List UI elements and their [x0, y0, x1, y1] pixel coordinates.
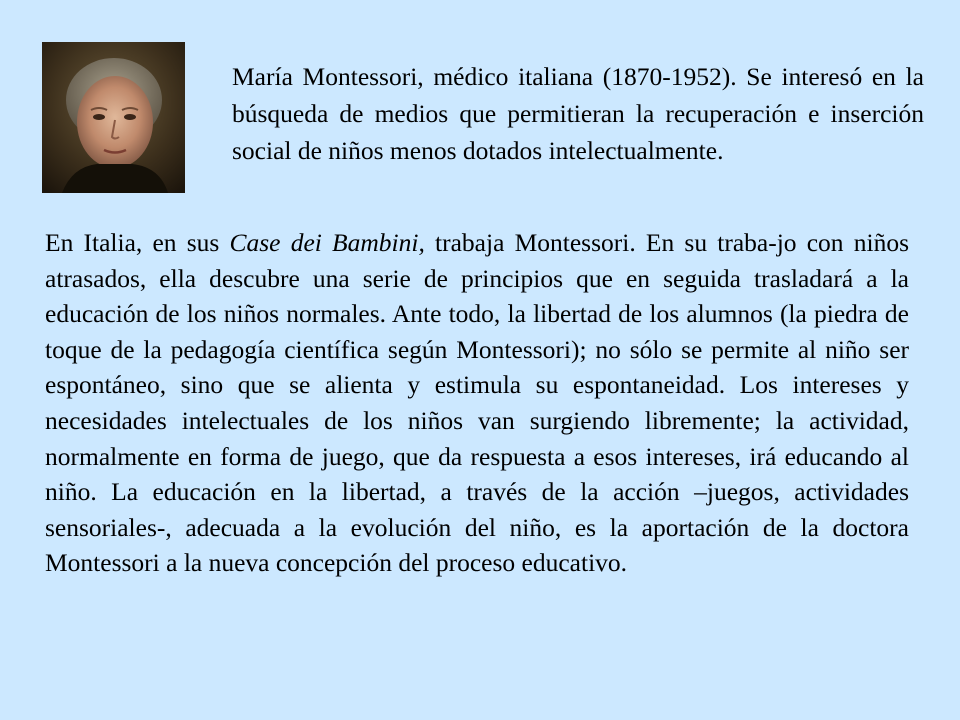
- case-dei-bambini-term: Case dei Bambini,: [229, 228, 425, 257]
- main-paragraph-rest: trabaja Montessori. En su traba-jo con niños atrasados, ella descubre una serie de principios que en seguida trasladará a la educación de los niños normales. Ante todo, la libertad de los alumnos (la piedra de toque de la pedagogía científica según Montessori); no sólo se permite al niño ser espontáneo, sino que se alienta y estimula su espontaneidad. Los intereses y necesidades intelectuales de los niños van surgiendo libremente; la actividad, normalmente en forma de juego, que da respuesta a esos intereses, irá educando al niño. La educación en la libertad, a través de la acción –juegos, actividades sensoriales-, adecuada a la evolución del niño, es la aportación de la doctora Montessori a la nueva concepción del proceso educativo.: [45, 228, 909, 578]
- intro-paragraph: María Montessori, médico italiana (1870-1952). Se interesó en la búsqueda de medios que permitieran la recuperación e inserción social de niños menos dotados intelectualmente.: [232, 62, 924, 165]
- portrait-image: [42, 42, 185, 193]
- portrait-photo: [42, 42, 185, 193]
- main-paragraph: [45, 225, 909, 581]
- main-paragraph-start: En Italia, en sus: [45, 228, 230, 257]
